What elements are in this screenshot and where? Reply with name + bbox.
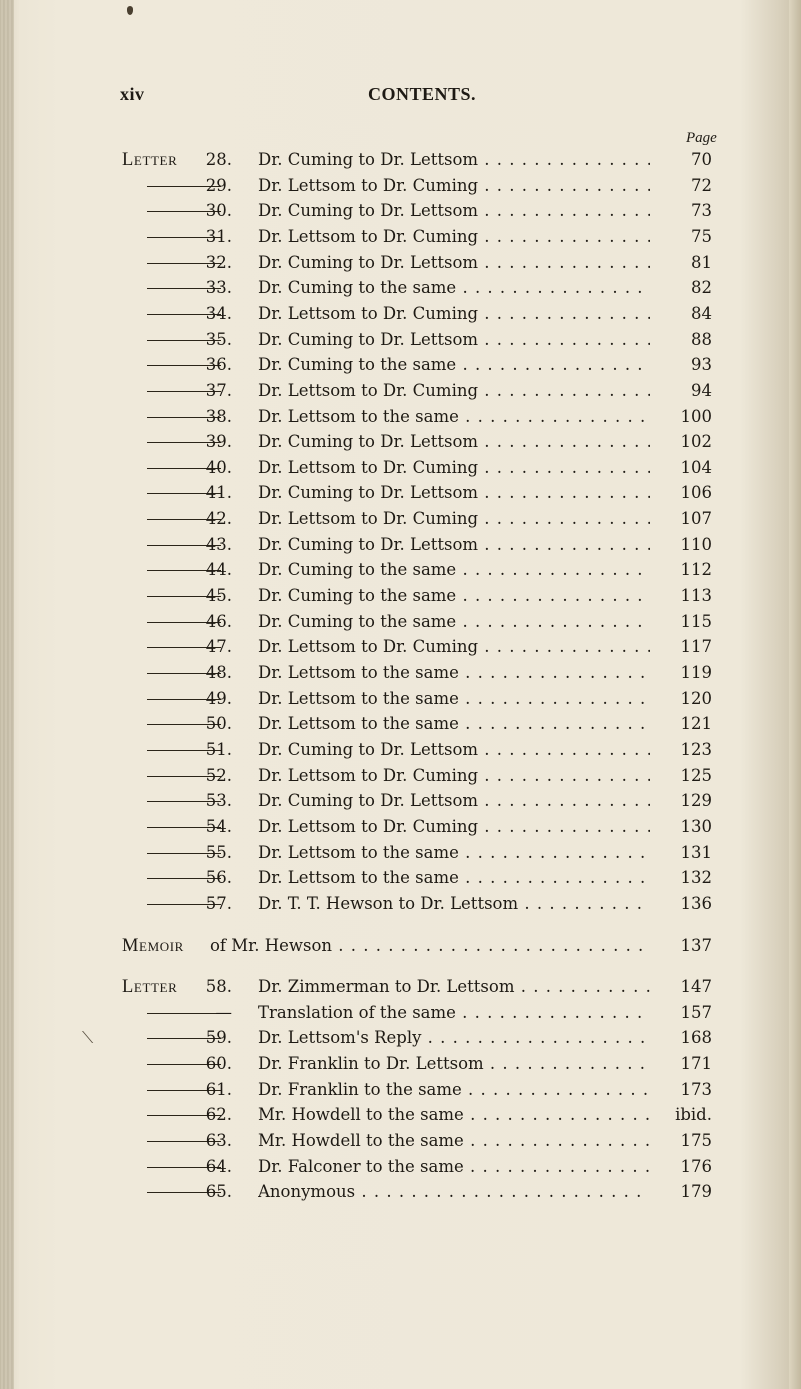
entry-title: Dr. Lettsom to Dr. Cuming . . . [258, 379, 650, 403]
entry-page: 125 [680, 766, 712, 785]
entry-title: Dr. Cuming to the same . . . [258, 558, 650, 582]
entry-title: Mr. Howdell to the same . . . [258, 1129, 650, 1153]
entry-number: 31. [205, 227, 232, 246]
entry-number: 59. [205, 1028, 232, 1047]
toc-entry [122, 481, 712, 505]
entry-number: 45. [205, 586, 232, 605]
entry-page: 171 [680, 1054, 712, 1073]
entry-page: 106 [680, 483, 712, 502]
entry-page: 104 [680, 458, 712, 477]
entry-title: Dr. Franklin to Dr. Lettsom . . . [258, 1052, 650, 1076]
entry-title: Dr. Cuming to Dr. Lettsom . . . [258, 481, 650, 505]
entry-number: 35. [205, 330, 232, 349]
page-gutter-shadow [0, 0, 14, 1389]
entry-page: ibid. [675, 1105, 712, 1124]
entry-title: Dr. Lettsom to Dr. Cuming . . . [258, 302, 650, 326]
entry-title: Dr. Cuming to Dr. Lettsom . . . [258, 738, 650, 762]
entry-title: Dr. Cuming to Dr. Lettsom . . . [258, 533, 650, 557]
entry-page: 81 [691, 253, 712, 272]
entry-page: 120 [680, 689, 712, 708]
entry-page: 113 [680, 586, 712, 605]
entry-page: 107 [680, 509, 712, 528]
entry-title: Dr. Cuming to the same . . . [258, 276, 650, 300]
toc-entry [122, 405, 712, 429]
entry-title: Dr. Lettsom to the same . . . [258, 661, 650, 685]
entry-number: 42. [205, 509, 232, 528]
toc-entry [122, 1026, 712, 1050]
toc-entry [122, 738, 712, 762]
toc-entry [122, 225, 712, 249]
toc-entry [122, 353, 712, 377]
entry-page: 123 [680, 740, 712, 759]
entry-number: 48. [205, 663, 232, 682]
entry-title: Dr. Lettsom to Dr. Cuming . . . [258, 815, 650, 839]
toc-entry [122, 1155, 712, 1179]
toc-entry [122, 815, 712, 839]
entry-page: 117 [680, 637, 712, 656]
entry-title: Dr. Cuming to the same . . . [258, 610, 650, 634]
toc-entry [122, 456, 712, 480]
toc-entry [122, 934, 712, 958]
toc-entry [122, 610, 712, 634]
entry-page: 75 [691, 227, 712, 246]
entry-page: 176 [680, 1157, 712, 1176]
entry-title: Dr. Falconer to the same . . . [258, 1155, 650, 1179]
page-edge-right [789, 0, 801, 1389]
entry-page: 84 [691, 304, 712, 323]
entry-title: Dr. Cuming to the same . . . [258, 353, 650, 377]
entry-title: Translation of the same . . . [258, 1001, 650, 1025]
toc-entry [122, 1103, 712, 1127]
running-head [120, 84, 731, 108]
toc-entry [122, 584, 712, 608]
entry-number: 63. [205, 1131, 232, 1150]
entry-title: Dr. Lettsom to Dr. Cuming . . . [258, 764, 650, 788]
entry-title: Dr. Lettsom to Dr. Cuming . . . [258, 635, 650, 659]
entry-page: 136 [680, 894, 712, 913]
entry-title: Dr. Lettsom's Reply . . . [258, 1026, 650, 1050]
entry-number: 33. [205, 278, 232, 297]
entry-number: 28. [205, 150, 232, 169]
entry-title: Dr. T. T. Hewson to Dr. Lettsom . . . [258, 892, 650, 916]
toc-entry [122, 1180, 712, 1204]
entry-page: 93 [691, 355, 712, 374]
entry-title: Dr. Lettsom to the same . . . [258, 712, 650, 736]
entry-number: 56. [205, 868, 232, 887]
entry-page: 115 [680, 612, 712, 631]
entry-number: 62. [205, 1105, 232, 1124]
entry-page: 129 [680, 791, 712, 810]
entry-number: 30. [205, 201, 232, 220]
entry-heading [122, 148, 177, 172]
entry-title: Dr. Lettsom to the same . . . [258, 687, 650, 711]
entry-page: 130 [680, 817, 712, 836]
entry-page: 88 [691, 330, 712, 349]
margin-mark: ⟍ [82, 1028, 94, 1047]
entry-title: Dr. Lettsom to Dr. Cuming . . . [258, 174, 650, 198]
toc-entry [122, 687, 712, 711]
entry-title: Mr. Howdell to the same . . . [258, 1103, 650, 1127]
toc-entry [122, 507, 712, 531]
entry-title: Dr. Lettsom to Dr. Cuming . . . [258, 456, 650, 480]
entry-number: 54. [205, 817, 232, 836]
entry-page: 175 [680, 1131, 712, 1150]
entry-title: Dr. Cuming to Dr. Lettsom . . . [258, 199, 650, 223]
toc-entry [122, 251, 712, 275]
entry-page: 82 [691, 278, 712, 297]
toc-entry [122, 328, 712, 352]
entry-page: 121 [680, 714, 712, 733]
entry-heading-text: Letter [122, 150, 178, 170]
entry-page: 132 [680, 868, 712, 887]
entry-number: — [215, 1003, 232, 1022]
entry-number: 57. [205, 894, 232, 913]
entry-number: 34. [205, 304, 232, 323]
entry-page: 119 [680, 663, 712, 682]
entry-page: 131 [680, 843, 712, 862]
entry-number: 36. [205, 355, 232, 374]
entry-page: 147 [680, 977, 712, 996]
toc-entry [122, 148, 712, 172]
entry-page: 70 [691, 150, 712, 169]
toc-entry [122, 1052, 712, 1076]
toc-entry [122, 764, 712, 788]
entry-number: 29. [205, 176, 232, 195]
entry-title: Dr. Lettsom to the same . . . [258, 405, 650, 429]
ink-mark [127, 6, 133, 15]
entry-number: 64. [205, 1157, 232, 1176]
entry-title: Dr. Zimmerman to Dr. Lettsom . . . [258, 975, 650, 999]
entry-number: 65. [205, 1182, 232, 1201]
entry-number: 55. [205, 843, 232, 862]
page-number: xiv [120, 84, 145, 104]
entry-number: 43. [205, 535, 232, 554]
entry-page: 168 [680, 1028, 712, 1047]
entry-page: 73 [691, 201, 712, 220]
entry-page: 179 [680, 1182, 712, 1201]
entry-number: 44. [205, 560, 232, 579]
entry-page: 137 [680, 936, 712, 955]
entry-title: of Mr. Hewson . . . [210, 934, 650, 958]
entry-page: 100 [680, 407, 712, 426]
entry-title: Dr. Cuming to the same . . . [258, 584, 650, 608]
toc-entry [122, 1001, 712, 1025]
entry-number: 53. [205, 791, 232, 810]
entry-number: 47. [205, 637, 232, 656]
entry-page: 94 [691, 381, 712, 400]
entry-number: 39. [205, 432, 232, 451]
entry-title: Anonymous . . . [258, 1180, 650, 1204]
entry-title: Dr. Cuming to Dr. Lettsom . . . [258, 328, 650, 352]
entry-title: Dr. Lettsom to the same . . . [258, 841, 650, 865]
toc-entry [122, 533, 712, 557]
entry-number: 58. [205, 977, 232, 996]
page-column-label: Page [686, 130, 717, 146]
entry-number: 41. [205, 483, 232, 502]
toc-entry [122, 975, 712, 999]
entry-title: Dr. Cuming to Dr. Lettsom . . . [258, 789, 650, 813]
entry-page: 112 [680, 560, 712, 579]
entry-heading-text: Memoir [122, 936, 184, 956]
entry-page: 102 [680, 432, 712, 451]
entry-page: 173 [680, 1080, 712, 1099]
entry-page: 110 [680, 535, 712, 554]
entry-title: Dr. Lettsom to Dr. Cuming . . . [258, 507, 650, 531]
toc-entry [122, 558, 712, 582]
toc-entry [122, 892, 712, 916]
toc-entry [122, 276, 712, 300]
toc-entry [122, 379, 712, 403]
entry-number: 32. [205, 253, 232, 272]
entry-page: 157 [680, 1003, 712, 1022]
entry-title: Dr. Cuming to Dr. Lettsom . . . [258, 148, 650, 172]
entry-title: Dr. Lettsom to Dr. Cuming . . . [258, 225, 650, 249]
entry-page: 72 [691, 176, 712, 195]
entry-number: 37. [205, 381, 232, 400]
entry-number: 49. [205, 689, 232, 708]
toc-entry [122, 174, 712, 198]
entry-number: 46. [205, 612, 232, 631]
toc-entry [122, 302, 712, 326]
toc-entry [122, 712, 712, 736]
toc-entry [122, 199, 712, 223]
entry-heading-text: Letter [122, 977, 178, 997]
entry-title: Dr. Cuming to Dr. Lettsom . . . [258, 251, 650, 275]
toc-entry [122, 635, 712, 659]
toc-entry [122, 1078, 712, 1102]
toc-entry [122, 1129, 712, 1153]
entry-title: Dr. Franklin to the same . . . [258, 1078, 650, 1102]
page-title: CONTENTS. [368, 84, 477, 104]
entry-number: 61. [205, 1080, 232, 1099]
entry-number: 52. [205, 766, 232, 785]
toc-entry [122, 661, 712, 685]
entry-title: Dr. Cuming to Dr. Lettsom . . . [258, 430, 650, 454]
entry-title: Dr. Lettsom to the same . . . [258, 866, 650, 890]
toc-entry [122, 430, 712, 454]
toc-entry [122, 841, 712, 865]
entry-heading [122, 975, 177, 999]
entry-number: 50. [205, 714, 232, 733]
toc-entry [122, 789, 712, 813]
entry-number: 51. [205, 740, 232, 759]
entry-number: 40. [205, 458, 232, 477]
entry-number: 60. [205, 1054, 232, 1073]
toc-entry [122, 866, 712, 890]
entry-number: 38. [205, 407, 232, 426]
entry-heading [122, 934, 184, 958]
